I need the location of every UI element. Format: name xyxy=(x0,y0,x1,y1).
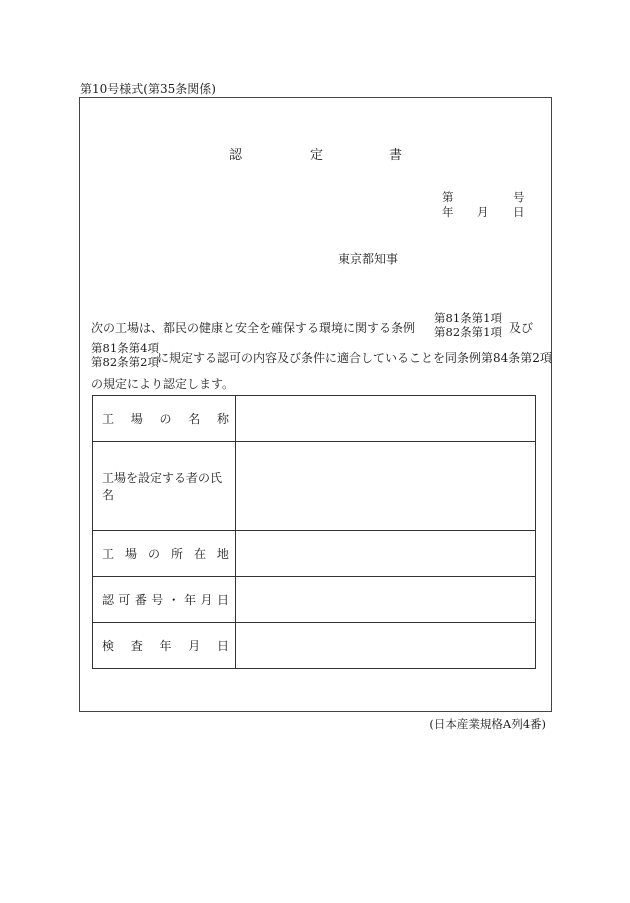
row-label-char: 地 xyxy=(216,547,229,562)
body-line1-prefix: 次の工場は、都民の健康と安全を確保する環境に関する条例 xyxy=(91,321,416,335)
row-label-char: 場 xyxy=(124,547,137,562)
option-82-2: 第82条第2項 xyxy=(91,355,159,369)
row-label-char: 工場を設定する者の氏名 xyxy=(102,471,223,503)
row-label xyxy=(93,531,236,577)
row-label-char: 年 xyxy=(184,593,197,608)
row-value-cell[interactable] xyxy=(236,531,536,577)
row-label-char: 査 xyxy=(130,639,143,654)
row-label-char: 工 xyxy=(102,411,115,426)
row-value-cell[interactable] xyxy=(236,577,536,623)
row-label-char: 認 xyxy=(102,593,115,608)
body-line1-options xyxy=(434,311,502,339)
row-label-char: 名 xyxy=(188,411,201,426)
option-81-1: 第81条第1項 xyxy=(434,311,502,325)
row-label xyxy=(93,441,236,530)
row-value-cell[interactable] xyxy=(236,441,536,530)
option-81-4: 第81条第4項 xyxy=(91,341,159,355)
row-label-char: ・ xyxy=(167,593,180,608)
body-line1-suffix: 及び xyxy=(509,321,534,335)
body-line2-text: に規定する認可の内容及び条件に適合していることを同条例第84条第2項 xyxy=(157,351,552,365)
row-label-char: の xyxy=(159,411,172,426)
number-prefix: 第 xyxy=(442,190,454,204)
row-label-char: 番 xyxy=(134,593,147,608)
row-label-char: の xyxy=(147,547,160,562)
row-label xyxy=(93,396,236,442)
table-row xyxy=(93,441,536,530)
row-label-char: 可 xyxy=(118,593,131,608)
body-line2-options xyxy=(91,341,159,369)
row-value-cell[interactable] xyxy=(236,396,536,442)
form-number-label: 第10号様式(第35条関係) xyxy=(80,82,216,96)
issuer-name: 東京都知事 xyxy=(338,252,399,266)
row-label-char: 検 xyxy=(102,639,115,654)
date-month: 月 xyxy=(477,205,489,219)
row-label-char: 所 xyxy=(170,547,183,562)
body-line3: の規定により認定します。 xyxy=(91,377,235,391)
row-label-char: 号 xyxy=(151,593,164,608)
row-label xyxy=(93,623,236,669)
row-label-char: 在 xyxy=(193,547,206,562)
row-label-char: 称 xyxy=(216,411,229,426)
row-label-char: 工 xyxy=(102,547,115,562)
registration-table xyxy=(92,395,536,669)
table-row xyxy=(93,396,536,442)
table-row xyxy=(93,531,536,577)
date-year: 年 xyxy=(442,205,454,219)
row-label-char: 月 xyxy=(188,639,201,654)
title-char-2: 定 xyxy=(310,148,324,163)
row-label-char: 月 xyxy=(200,593,213,608)
title-char-1: 認 xyxy=(229,148,243,163)
row-value-cell[interactable] xyxy=(236,623,536,669)
table-row xyxy=(93,577,536,623)
row-label-char: 日 xyxy=(216,593,229,608)
paper-size-label: (日本産業規格A列4番) xyxy=(429,717,546,731)
table-row xyxy=(93,623,536,669)
row-label-char: 日 xyxy=(216,639,229,654)
date-day: 日 xyxy=(513,205,525,219)
row-label-char: 場 xyxy=(130,411,143,426)
row-label xyxy=(93,577,236,623)
option-82-1: 第82条第1項 xyxy=(434,325,502,339)
row-label-char: 年 xyxy=(159,639,172,654)
title-char-3: 書 xyxy=(389,148,403,163)
number-suffix: 号 xyxy=(513,190,525,204)
